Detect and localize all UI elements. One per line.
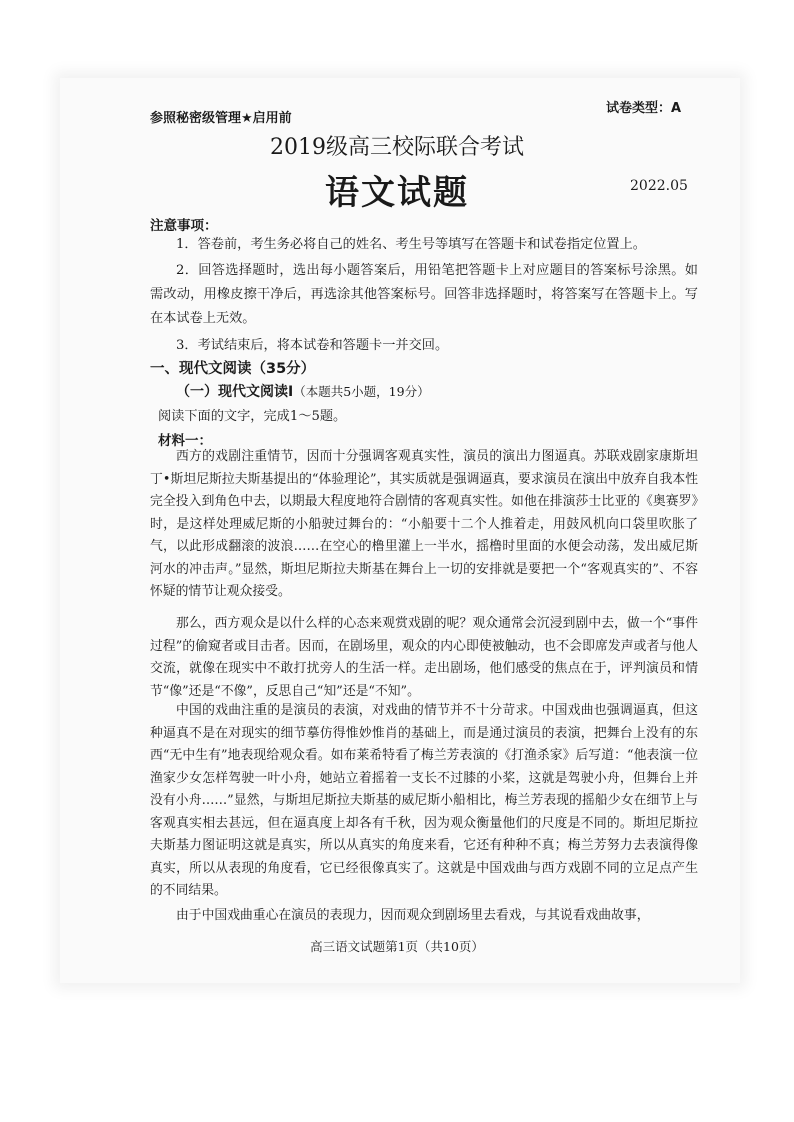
notice-item-2: 2．回答选择题时，选出每小题答案后，用铅笔把答题卡上对应题目的答案标号涂黑。如需改动，用橡皮擦干净后，再选涂其他答案标号。回答非选择题时，将答案写在答题卡上。写在本试卷上无效。: [150, 263, 698, 326]
subsection-title: （一）现代文阅读Ⅰ: [176, 384, 294, 400]
passage-paragraph-4: 由于中国戏曲重心在演员的表现力，因而观众到剧场里去看戏，与其说看戏曲故事，: [176, 908, 650, 923]
notice-heading: 注意事项：: [150, 218, 218, 234]
subject-title: 语文试题: [325, 173, 469, 213]
passage-paragraph-3: 中国的戏曲注重的是演员的表演，对戏曲的情节并不十分苛求。中国戏曲也强调逼真，但这种逼真不是在对现实的细节摹仿得惟妙惟肖的基础上，而是通过演员的表演，把舞台上没有的东西“无中生有”地表现给观众看。如布莱希特看了梅兰芳表演的《打渔杀家》后写道：“他表演一位渔家少女怎样驾驶一叶小舟，她站立着摇着一支长不过膝的小桨，这就是驾驶小舟，但舞台上并没有小舟……”显然，与斯坦尼斯拉夫斯基的威尼斯小船相比，梅兰芳表现的摇船少女在细节上与客观真实相去甚远，但在逼真度上却各有千秋，因为观众衡量他们的尺度是不同的。斯坦尼斯拉夫斯基力图证明这就是真实，所以从真实的角度来看，它还有种种不真；梅兰芳努力去表演得像真实，所以从表现的角度看，它已经很像真实了。这就是中国戏曲与西方戏剧不同的立足点产生的不同结果。: [150, 703, 698, 898]
material-label: 材料一：: [158, 433, 212, 449]
section-heading: 一、现代文阅读（35分）: [150, 361, 316, 377]
passage-paragraph-1: 西方的戏剧注重情节，因而十分强调客观真实性，演员的演出力图逼真。苏联戏剧家康斯坦丁•斯坦尼斯拉夫斯基提出的“体验理论”，其实质就是强调逼真，要求演员在演出中放弃自我本性完全投入到角色中去，以期最大程度地符合剧情的客观真实性。如他在排演莎士比亚的《奥赛罗》时，是这样处理威尼斯的小船驶过舞台的：“小船要十二个人推着走，用鼓风机向口袋里吹胀了气，以此形成翻滚的波浪……在空心的橹里灌上一半水，摇橹时里面的水便会动荡，发出威尼斯河水的冲击声。”显然，斯坦尼斯拉夫斯基在舞台上一切的安排就是要把一个“客观真实的”、不容怀疑的情节让观众接受。: [150, 449, 698, 599]
page-footer: 高三语文试题第1页（共10页）: [310, 939, 484, 954]
paper-type-label: 试卷类型：A: [606, 101, 682, 116]
exam-date: 2022.05: [630, 178, 688, 194]
reading-instruction: 阅读下面的文字，完成1～5题。: [158, 409, 347, 424]
subsection-heading: [176, 381, 430, 401]
passage-paragraph-2: 那么，西方观众是以什么样的心态来观赏戏剧的呢？观众通常会沉浸到剧中去，做一个“事件过程”的偷窥者或目击者。因而，在剧场里，观众的内心即使被触动，也不会即席发声或者与他人交流，就像在现实中不敢打扰旁人的生活一样。走出剧场，他们感受的焦点在于，评判演员和情节“像”还是“不像”，反思自己“知”还是“不知”。: [150, 616, 698, 699]
subsection-note: （本题共5小题，19分）: [293, 384, 430, 399]
exam-title: 2019级高三校际联合考试: [270, 135, 524, 160]
confidentiality-label: 参照秘密级管理★启用前: [150, 111, 292, 126]
notice-item-1: 1．答卷前，考生务必将自己的姓名、考生号等填写在答题卡和试卷指定位置上。: [176, 237, 646, 252]
notice-item-3: 3．考试结束后，将本试卷和答题卡一并交回。: [176, 338, 449, 353]
